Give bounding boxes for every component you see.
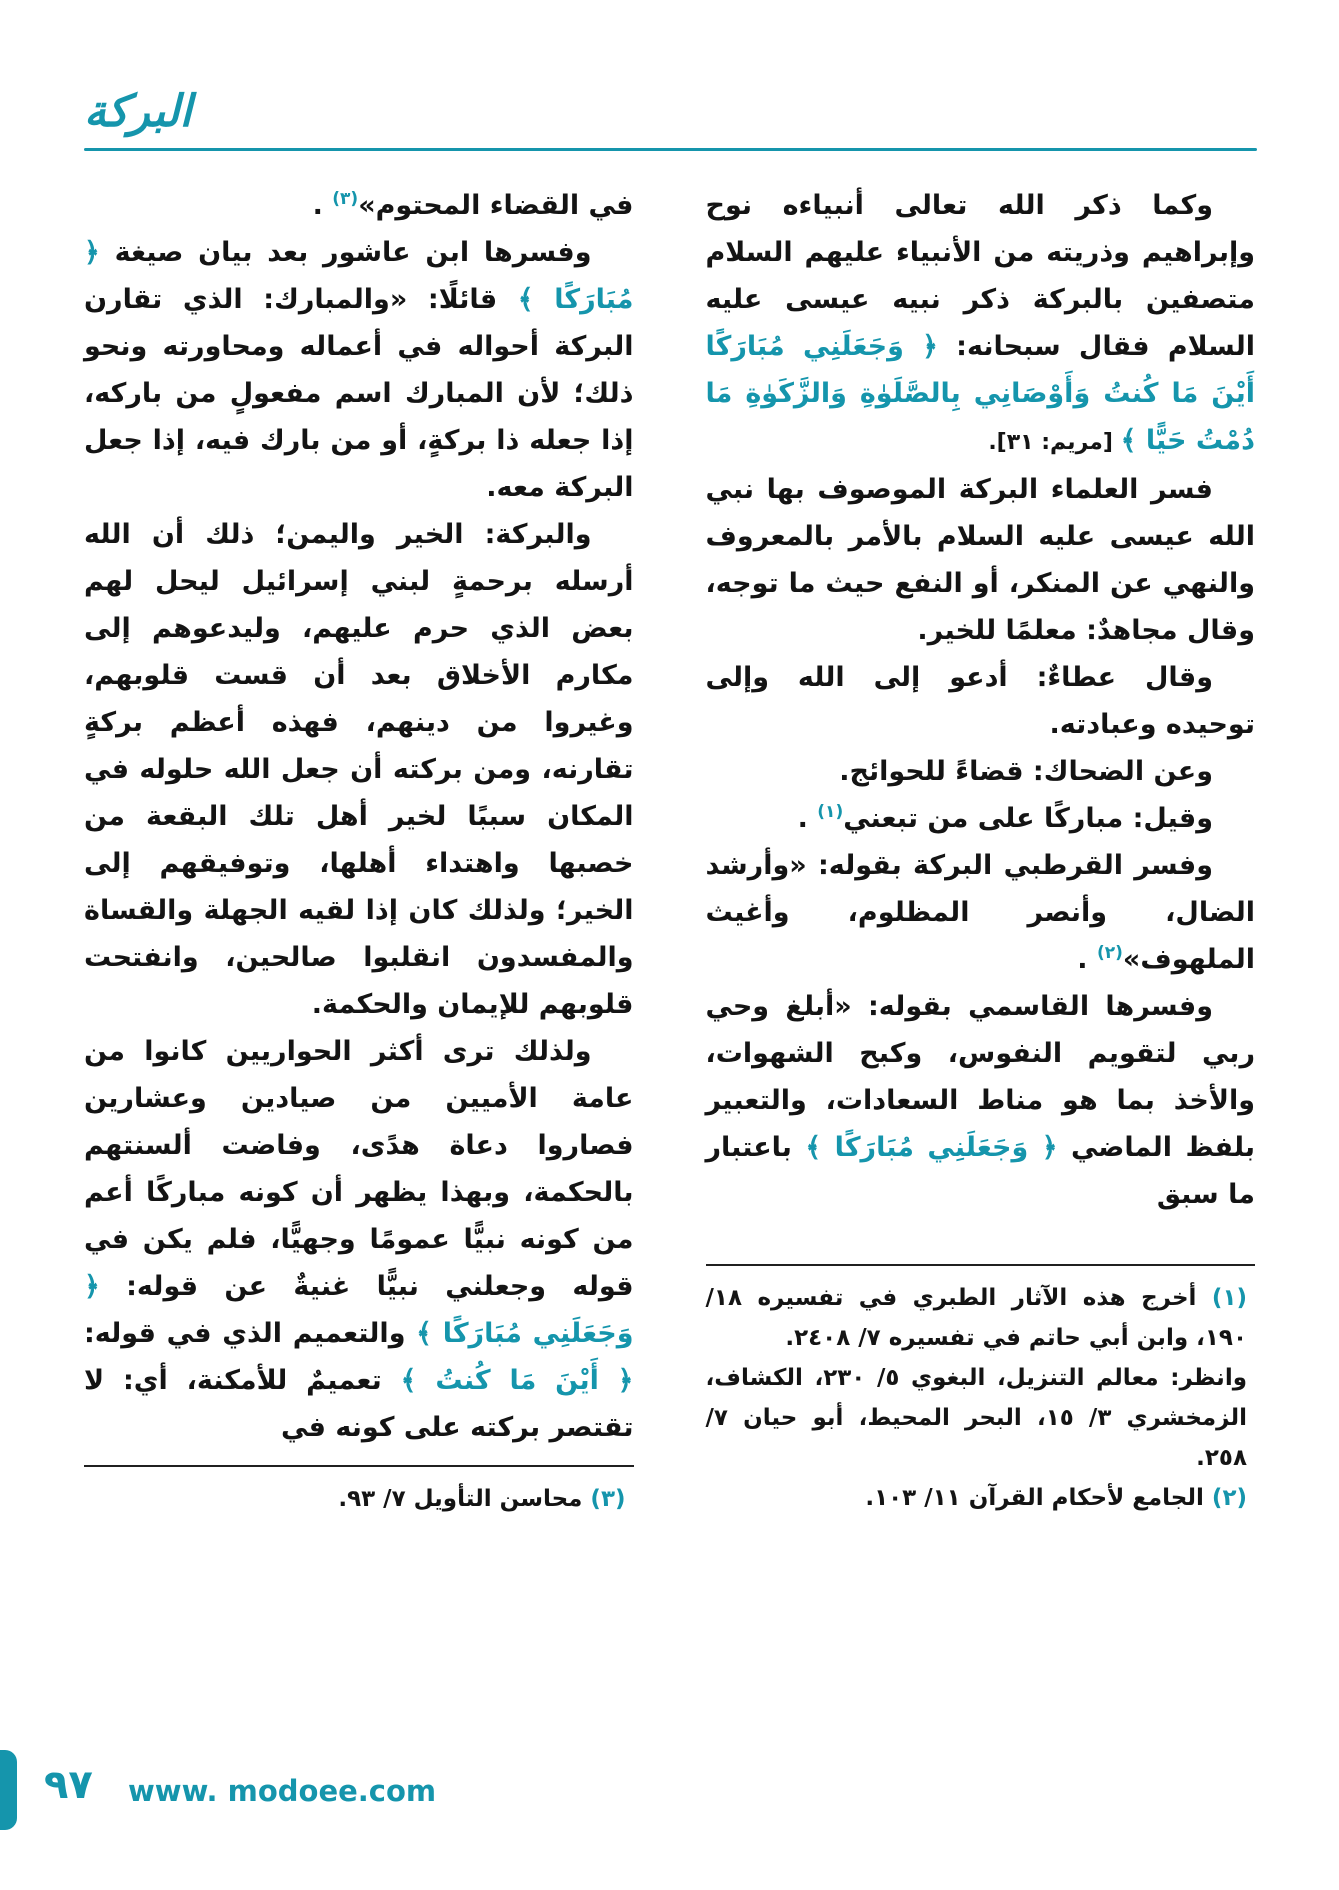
- page-number: ٩٧: [44, 1762, 93, 1808]
- text-columns: [84, 182, 1255, 1519]
- footnote: [706, 1358, 1256, 1478]
- footnote-number: (١): [1196, 1285, 1247, 1311]
- body-text: تعميمٌ للأمكنة، أي: لا تقتصر بركته على كونه في: [84, 1365, 634, 1443]
- paragraph: [706, 466, 1256, 654]
- website-link[interactable]: www. modoee.com: [128, 1774, 437, 1808]
- body-text: باعتبار ما سبق: [705, 1132, 1255, 1210]
- ayah-reference: [مريم: ٣١].: [988, 430, 1121, 455]
- quran-verse: ﴿ وَجَعَلَنِي مُبَارَكًا ﴾: [805, 1132, 1058, 1163]
- footnote-number: (٣): [582, 1486, 626, 1512]
- footnote-number: (٢): [1203, 1485, 1247, 1511]
- footnote-text: محاسن التأويل ٧/ ٩٣.: [338, 1486, 583, 1512]
- paragraph: [84, 182, 634, 229]
- footnote-text: الجامع لأحكام القرآن ١١/ ١٠٣.: [865, 1485, 1204, 1511]
- quran-verse: ﴿ مُبَارَكًا ﴾: [84, 237, 634, 315]
- paragraph: [706, 182, 1256, 466]
- footnote-text: وانظر: معالم التنزيل، البغوي ٥/ ٢٣٠، الكشاف، الزمخشري ٣/ ١٥، البحر المحيط، أبو حيان ٧/ ٢٥٨.: [705, 1365, 1247, 1471]
- body-text: والبركة: الخير واليمن؛ ذلك أن الله أرسله برحمةٍ لبني إسرائيل ليحل لهم بعض الذي حرم عليهم، وليدعوهم إلى مكارم الأخلاق بعد أن قست قلوبهم، وغيروا من دينهم، فهذه أعظم بركةٍ تقارنه، ومن بركته أن جعل الله حلوله في المكان سببًا لخير أهل تلك البقعة من خصبها واهتداء أهلها، وتوفيقهم إلى الخير؛ ولذلك كان إذا لقيه الجهلة والقساة والمفسدون انقلبوا صالحين، وانفتحت قلوبهم للإيمان والحكمة.: [84, 519, 634, 1020]
- footnote: [706, 1278, 1256, 1358]
- footnotes-left: [84, 1465, 634, 1519]
- paragraph: [706, 842, 1256, 983]
- paragraph: [706, 983, 1256, 1218]
- body-text: وقال عطاءٌ: أدعو إلى الله وإلى توحيده وعبادته.: [705, 662, 1255, 740]
- body-text: وقيل: مباركًا على من تبعني: [843, 803, 1213, 834]
- footer-accent-bar: [0, 1750, 17, 1830]
- body-text: فسر العلماء البركة الموصوف بها نبي الله عيسى عليه السلام بالأمر بالمعروف والنهي عن المنكر، أو النفع حيث ما توجه، وقال مجاهدٌ: معلمًا للخير.: [705, 474, 1255, 646]
- paragraph: [706, 795, 1256, 842]
- body-text: .: [312, 190, 333, 221]
- footnote: [706, 1478, 1256, 1518]
- body-text: وكما ذكر الله تعالى أنبياءه نوح وإبراهيم وذريته من الأنبياء عليهم السلام متصفين بالبركة ذكر نبيه عيسى عليه السلام فقال سبحانه:: [705, 190, 1255, 362]
- body-text: .: [797, 803, 818, 834]
- footnote-ref: (٢): [1096, 943, 1123, 963]
- footnote-ref: (١): [817, 802, 844, 822]
- quran-verse: ﴿ أَيْنَ مَا كُنتُ ﴾: [400, 1365, 634, 1396]
- column-right: [706, 182, 1256, 1519]
- quran-verse: ﴿ وَجَعَلَنِي مُبَارَكًا ﴾: [84, 1271, 634, 1349]
- column-left: [84, 182, 634, 1519]
- header-divider: [84, 148, 1257, 151]
- paragraph: [84, 511, 634, 1028]
- footnote-text: أخرج هذه الآثار الطبري في تفسيره ١٨/ ١٩٠، وابن أبي حاتم في تفسيره ٧/ ٢٤٠٨.: [705, 1285, 1247, 1351]
- paragraph: [706, 748, 1256, 795]
- quran-verse: ﴿ وَجَعَلَنِي مُبَارَكًا أَيْنَ مَا كُنتُ وَأَوْصَانِي بِالصَّلَوٰةِ وَالزَّكَوٰةِ مَا دُمْتُ حَيًّا ﴾: [705, 331, 1255, 456]
- footnote-ref: (٣): [332, 189, 359, 209]
- page-header-title: البركة: [84, 86, 192, 137]
- body-text: وفسر القرطبي البركة بقوله: «وأرشد الضال، وأنصر المظلوم، وأغيث الملهوف»: [705, 850, 1255, 975]
- body-text: .: [1077, 944, 1097, 975]
- body-text: في القضاء المحتوم»: [358, 190, 634, 221]
- footnote: [84, 1479, 634, 1519]
- body-text: وفسرها القاسمي بقوله: «أبلغ وحي ربي لتقويم النفوس، وكبح الشهوات، والأخذ بما هو مناط السعادات، والتعبير بلفظ الماضي: [705, 991, 1255, 1163]
- column-right-paragraphs: [706, 182, 1256, 1218]
- body-text: ولذلك ترى أكثر الحواريين كانوا من عامة الأميين من صيادين وعشارين فصاروا دعاة هدًى، وفاضت ألسنتهم بالحكمة، وبهذا يظهر أن كونه مباركًا أعم من كونه نبيًّا عمومًا وجهيًّا، فلم يكن في قوله وجعلني نبيًّا غنيةٌ عن قوله:: [84, 1036, 634, 1302]
- paragraph: [84, 1028, 634, 1451]
- body-text: وعن الضحاك: قضاءً للحوائج.: [839, 756, 1213, 787]
- column-left-paragraphs: [84, 182, 634, 1451]
- body-text: والتعميم الذي في قوله:: [84, 1318, 417, 1349]
- paragraph: [706, 654, 1256, 748]
- body-text: قائلًا: «والمبارك: الذي تقارن البركة أحواله في أعماله ومحاورته ونحو ذلك؛ لأن المبارك اسم مفعولٍ من باركه، إذا جعله ذا بركةٍ، أو من بارك فيه، إذا جعل البركة معه.: [84, 284, 634, 503]
- paragraph: [84, 229, 634, 511]
- footnotes-right: [706, 1264, 1256, 1518]
- body-text: وفسرها ابن عاشور بعد بيان صيغة: [99, 237, 592, 268]
